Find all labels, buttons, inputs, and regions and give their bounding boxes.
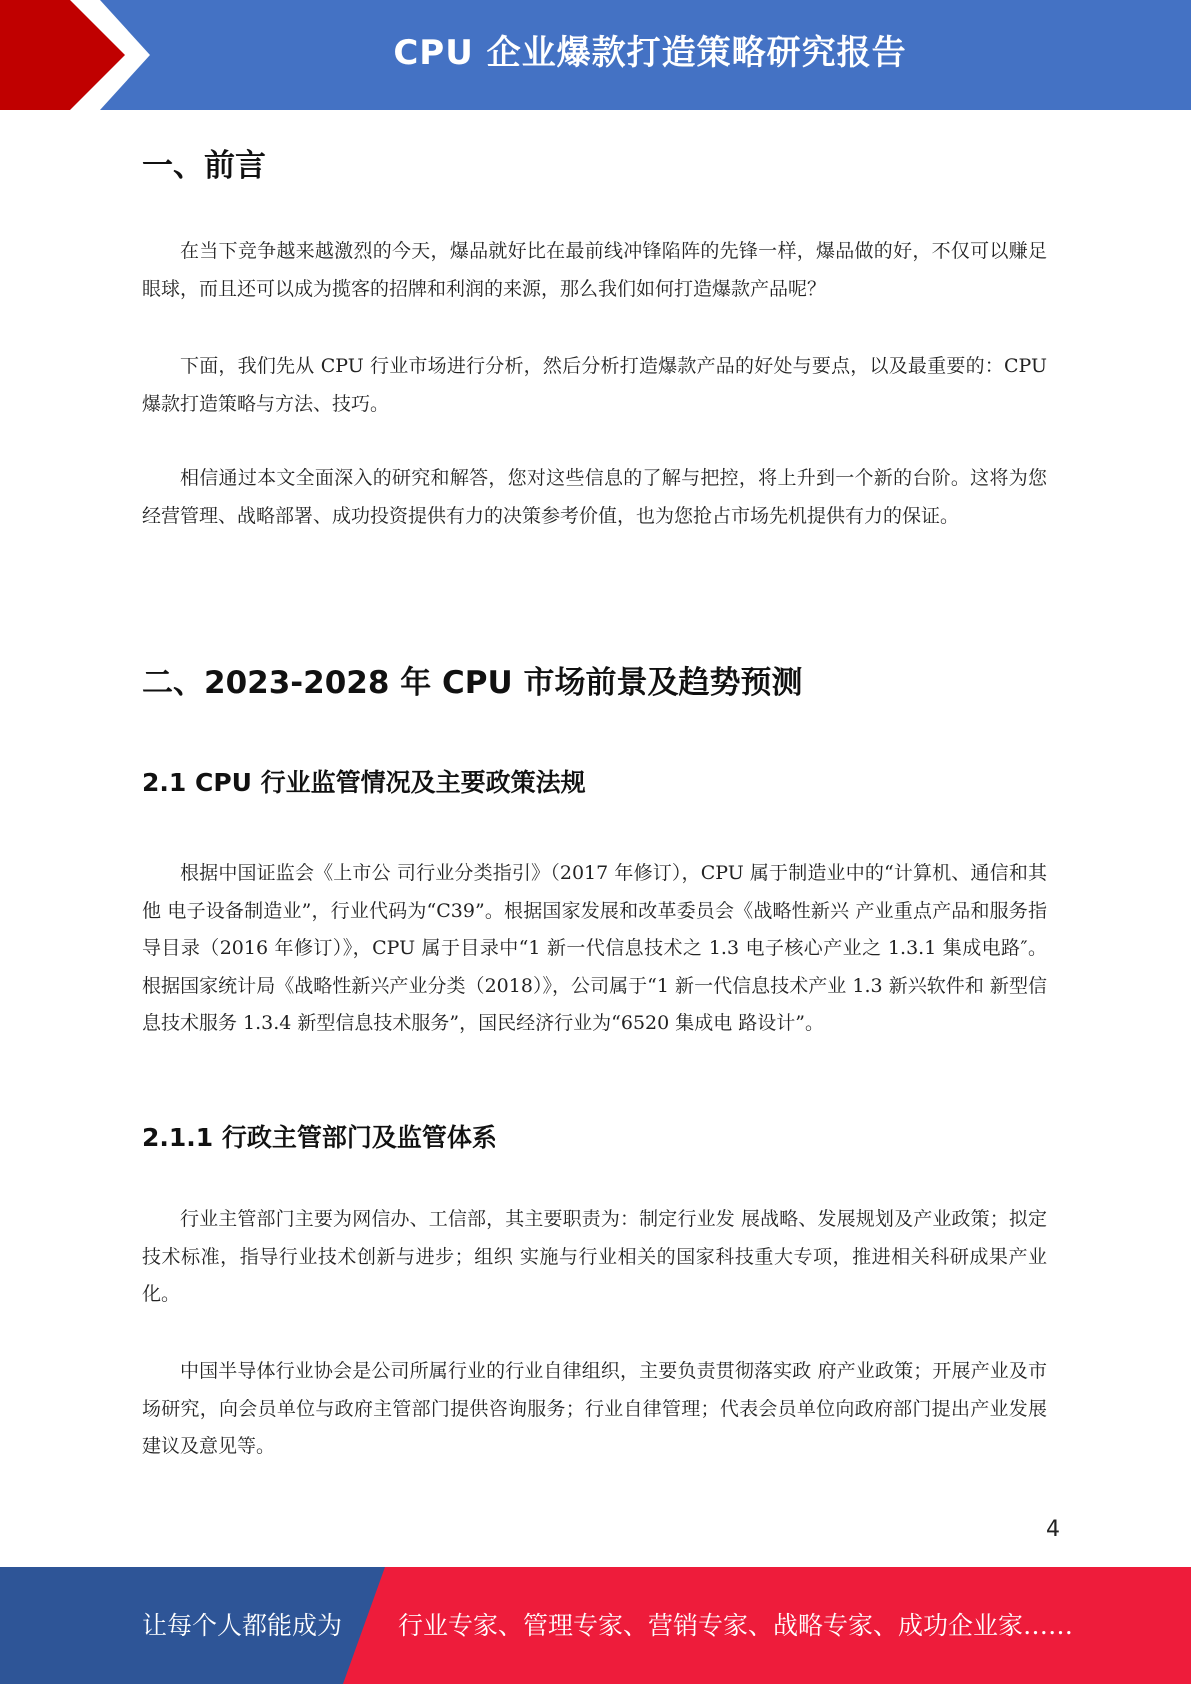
regulation-paragraph: 根据中国证监会《上市公 司行业分类指引》（2017 年修订），CPU 属于制造业中的“计算机、通信和其他 电子设备制造业”，行业代码为“C39”。根据国家发展和改革委员会《战略性新兴 产业重点产品和服务指导目录（2016 年修订）》，CPU 属于目录中“1 新一代信息技术之 1.3 电子核心产业之 1.3.1 集成电路″。根据国家统计局《战略性新兴产业分类（2018）》，公司属于“1 新一代信息技术产业 1.3 新兴软件和 新型信息技术服务 1.3.4 新型信息技术服务”，国民经济行业为“6520 集成电 路设计”。 xyxy=(142,862,1047,1034)
preface-paragraph-1: 在当下竞争越来越激烈的今天，爆品就好比在最前线冲锋陷阵的先锋一样，爆品做的好，不仅可以赚足眼球，而且还可以成为揽客的招牌和利润的来源，那么我们如何打造爆款产品呢？ xyxy=(142,240,1047,300)
report-title: CPU 企业爆款打造策略研究报告 xyxy=(393,33,907,73)
page-number: 4 xyxy=(1046,1517,1060,1542)
subsection-heading-regulation: 2.1 CPU 行业监管情况及主要政策法规 xyxy=(142,768,586,797)
section-heading-market-forecast: 二、2023-2028 年 CPU 市场前景及趋势预测 xyxy=(142,665,803,701)
authorities-paragraph-1: 行业主管部门主要为网信办、工信部，其主要职责为：制定行业发 展战略、发展规划及产业政策；拟定技术标准，指导行业技术创新与进步；组织 实施与行业相关的国家科技重大专项，推进相关科研成果产业化。 xyxy=(142,1208,1047,1305)
preface-paragraph-3: 相信通过本文全面深入的研究和解答，您对这些信息的了解与把控，将上升到一个新的台阶。这将为您经营管理、战略部署、成功投资提供有力的决策参考价值，也为您抢占市场先机提供有力的保证。 xyxy=(142,467,1047,527)
footer-slogan-left: 让每个人都能成为 xyxy=(142,1611,343,1640)
footer-slogan-right: 行业专家、管理专家、营销专家、战略专家、成功企业家…… xyxy=(398,1611,1074,1640)
header-banner xyxy=(0,0,1191,110)
subsection-heading-authorities: 2.1.1 行政主管部门及监管体系 xyxy=(142,1123,497,1152)
authorities-paragraph-2: 中国半导体行业协会是公司所属行业的行业自律组织，主要负责贯彻落实政 府产业政策；开展产业及市场研究，向会员单位与政府主管部门提供咨询服务；行业自律管理；代表会员单位向政府部门提出产业发展建议及意见等。 xyxy=(142,1360,1047,1457)
preface-paragraph-2: 下面，我们先从 CPU 行业市场进行分析，然后分析打造爆款产品的好处与要点，以及最重要的：CPU 爆款打造策略与方法、技巧。 xyxy=(142,355,1047,415)
section-heading-preface: 一、前言 xyxy=(142,148,266,184)
header-arrow-graphic xyxy=(0,0,160,110)
